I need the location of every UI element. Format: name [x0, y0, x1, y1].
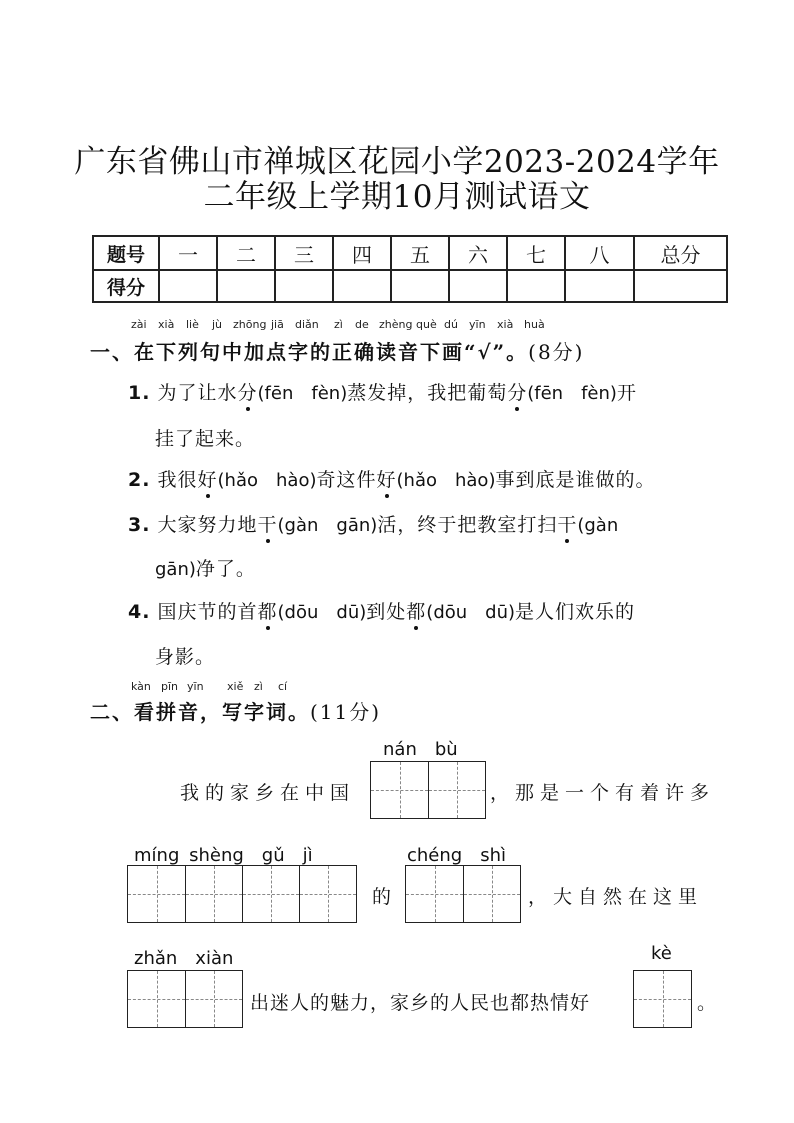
dotted-character: 好 — [376, 469, 397, 491]
score-header-cell: 八 — [565, 236, 634, 270]
pinyin-syllable: dú — [444, 318, 458, 331]
writing-cell[interactable] — [128, 971, 185, 1027]
dotted-character: 分 — [237, 382, 258, 404]
pinyin-options[interactable]: (dōu dū) — [426, 602, 516, 623]
pinyin-options[interactable]: (hǎo hào) — [396, 470, 496, 491]
dotted-character: 都 — [406, 601, 427, 623]
score-cell[interactable] — [634, 270, 727, 302]
dotted-character: 分 — [507, 382, 528, 404]
pinyin-syllable: zhōng — [233, 318, 267, 331]
score-cell[interactable] — [333, 270, 391, 302]
question-text: 开 — [616, 382, 637, 404]
dotted-character: 干 — [557, 514, 578, 536]
score-cell[interactable] — [217, 270, 275, 302]
fill-text: 。 — [697, 992, 718, 1014]
question-number: 3. — [128, 514, 151, 536]
pinyin-options[interactable]: (gàn gān) — [277, 515, 378, 536]
score-table-header-row — [93, 236, 727, 270]
writing-cell[interactable] — [463, 866, 520, 922]
pinyin-syllable: huà — [524, 318, 545, 331]
pinyin-syllable: diǎn — [295, 318, 319, 331]
section2-title: 二、看拼音，写字词。 — [90, 700, 310, 724]
pinyin-options[interactable]: (fēn fèn) — [527, 383, 617, 404]
question-number: 1. — [128, 382, 151, 404]
writing-grid[interactable] — [127, 970, 243, 1028]
writing-grid[interactable] — [405, 865, 521, 923]
question-1 — [128, 378, 637, 405]
question-3-continued — [155, 554, 256, 581]
score-cell[interactable] — [159, 270, 217, 302]
writing-cell[interactable] — [185, 971, 242, 1027]
score-cell[interactable] — [275, 270, 333, 302]
section2-points: (11分) — [310, 700, 382, 724]
pinyin-syllable: zài — [131, 318, 147, 331]
question-text: 奇这件 — [316, 469, 377, 491]
score-row-label: 得分 — [93, 270, 159, 302]
question-text: 大家努力地 — [157, 514, 258, 536]
pinyin-syllable: yīn — [187, 680, 204, 693]
score-header-cell: 二 — [217, 236, 275, 270]
score-cell[interactable] — [507, 270, 565, 302]
pinyin-syllable: què — [416, 318, 437, 331]
grid-pinyin: zhǎn xiàn — [134, 948, 234, 969]
pinyin-options[interactable]: (fēn fèn) — [257, 383, 348, 404]
score-header-cell: 五 — [391, 236, 449, 270]
fill-text: 出迷人的魅力，家乡的人民也都热情好 — [250, 992, 591, 1014]
pinyin-syllable: xià — [497, 318, 514, 331]
score-header-cell: 题号 — [93, 236, 159, 270]
pinyin-syllable: zì — [254, 680, 263, 693]
fill-text: 的 — [372, 886, 398, 908]
question-4 — [128, 597, 635, 624]
page-title: 广东省佛山市禅城区花园小学2023-2024学年 — [74, 144, 720, 180]
pinyin-syllable: zì — [334, 318, 343, 331]
pinyin-syllable: xiě — [227, 680, 244, 693]
pinyin-options[interactable]: (gàn — [577, 515, 619, 536]
writing-grid[interactable] — [633, 970, 692, 1028]
dotted-character: 都 — [257, 601, 278, 623]
question-2 — [128, 465, 655, 492]
score-header-cell: 一 — [159, 236, 217, 270]
grid-pinyin: nán bù — [383, 739, 458, 760]
score-table-score-row — [93, 270, 727, 302]
question-number: 4. — [128, 601, 151, 623]
grid-pinyin: míng shèng gǔ jì — [134, 845, 313, 866]
dotted-character: 好 — [197, 469, 218, 491]
writing-cell[interactable] — [185, 866, 242, 922]
score-header-cell: 三 — [275, 236, 333, 270]
question-text: 到处 — [366, 601, 407, 623]
question-text: 是人们欢乐的 — [515, 601, 636, 623]
writing-cell[interactable] — [428, 762, 485, 818]
question-text: 净了。 — [195, 558, 256, 580]
question-text: 我很 — [157, 469, 198, 491]
section1-title: 一、在下列句中加点字的正确读音下画“√”。 — [90, 340, 529, 364]
pinyin-syllable: xià — [158, 318, 175, 331]
grid-pinyin: chéng shì — [407, 845, 506, 866]
writing-cell[interactable] — [406, 866, 463, 922]
score-header-cell: 七 — [507, 236, 565, 270]
pinyin-syllable: jiā — [271, 318, 284, 331]
score-header-cell: 总分 — [634, 236, 727, 270]
writing-cell[interactable] — [634, 971, 691, 1027]
writing-cell[interactable] — [299, 866, 356, 922]
pinyin-syllable: de — [355, 318, 369, 331]
score-header-cell: 四 — [333, 236, 391, 270]
fill-text: 我的家乡在中国 — [180, 782, 356, 804]
question-4-continued: 身影。 — [155, 646, 216, 668]
writing-cell[interactable] — [242, 866, 299, 922]
score-header-cell: 六 — [449, 236, 507, 270]
pinyin-syllable: zhèng — [379, 318, 413, 331]
writing-cell[interactable] — [128, 866, 185, 922]
score-table — [92, 235, 728, 303]
section2-heading — [90, 696, 381, 725]
dotted-character: 干 — [257, 514, 278, 536]
question-text: 国庆节的首 — [157, 601, 258, 623]
pinyin-syllable: cí — [278, 680, 288, 693]
score-cell[interactable] — [449, 270, 507, 302]
question-1-continued: 挂了起来。 — [155, 428, 256, 450]
writing-cell[interactable] — [371, 762, 428, 818]
question-text: 为了让水 — [157, 382, 238, 404]
pinyin-syllable: kàn — [131, 680, 151, 693]
question-text: 蒸发掉，我把葡萄 — [347, 382, 508, 404]
pinyin-syllable: liè — [186, 318, 199, 331]
pinyin-syllable: pīn — [161, 680, 179, 693]
question-number: 2. — [128, 469, 151, 491]
fill-text: ，那是一个有着许多 — [490, 782, 716, 804]
section1-points: (8分) — [528, 340, 585, 364]
grid-pinyin: kè — [651, 943, 672, 964]
pinyin-syllable: jù — [212, 318, 223, 331]
question-text: 活，终于把教室打扫 — [377, 514, 558, 536]
pinyin-syllable: yīn — [469, 318, 486, 331]
section1-heading — [90, 336, 585, 365]
question-text: 事到底是谁做的。 — [495, 469, 656, 491]
fill-text: ，大自然在这里 — [528, 886, 704, 908]
pinyin-options[interactable]: gān) — [155, 559, 196, 580]
page-subtitle: 二年级上学期10月测试语文 — [203, 179, 591, 215]
score-cell[interactable] — [565, 270, 634, 302]
question-3 — [128, 510, 618, 537]
writing-grid[interactable] — [127, 865, 357, 923]
score-cell[interactable] — [391, 270, 449, 302]
writing-grid[interactable] — [370, 761, 486, 819]
pinyin-options[interactable]: (hǎo hào) — [217, 470, 317, 491]
pinyin-options[interactable]: (dōu dū) — [277, 602, 367, 623]
